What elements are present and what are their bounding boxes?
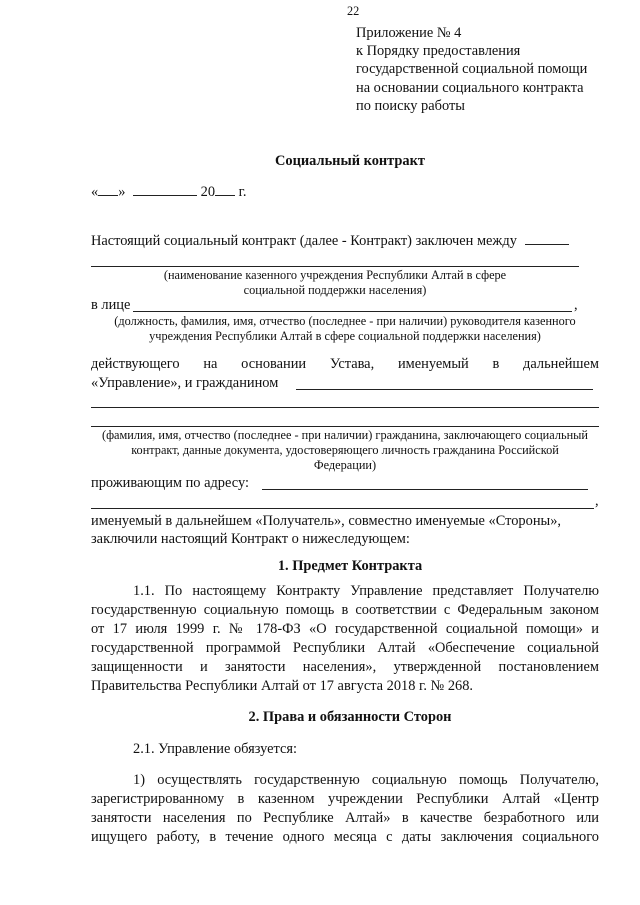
institution-blank-line: [91, 266, 579, 267]
appendix-line-3: государственной социальной помощи: [356, 61, 588, 77]
person-label: в лице: [91, 297, 131, 313]
section2-p2-line-4: ищущего работу, в течение одного месяца с даты заключения социального: [91, 829, 599, 845]
date-close-quote: »: [118, 184, 126, 200]
document-title: Социальный контракт: [275, 153, 425, 169]
section2-p2-line-3: занятости населения по Республике Алтай» в качестве безработного или: [91, 810, 599, 826]
caption-institution-2: социальной поддержки населения): [243, 283, 427, 297]
month-blank: [133, 194, 197, 196]
date-year-suffix: г.: [238, 184, 247, 200]
section1-p1-line-3: от 17 июля 1999 г. № 178-ФЗ «О государственной социальной помощи» и: [91, 621, 599, 637]
caption-citizen-1: (фамилия, имя, отчество (последнее - при наличии) гражданина, заключающего социальный: [101, 428, 588, 442]
named-line-1: именуемый в дальнейшем «Получатель», совместно именуемые «Стороны»,: [91, 513, 561, 529]
address-blank-inline: [262, 489, 588, 490]
appendix-line-4: на основании социального контракта: [356, 80, 584, 96]
caption-institution-1: (наименование казенного учреждения Республики Алтай в сфере: [163, 268, 507, 282]
appendix-line-2: к Порядку предоставления: [356, 43, 521, 59]
date-open-quote: «: [91, 184, 99, 200]
appendix-line-1: Приложение № 4: [356, 25, 462, 41]
named-line-2: заключили настоящий Контракт о нижеследующем:: [91, 531, 410, 547]
section2-p2-line-2: зарегистрированному в казенном учреждении Республики Алтай «Центр: [91, 791, 599, 807]
caption-head-1: (должность, фамилия, имя, отчество (последнее - при наличии) руководителя казенного: [114, 314, 576, 328]
acting-line-1: действующего на основании Устава, именуемый в дальнейшем: [91, 356, 599, 372]
section1-p1-line-4: государственной программой Республики Алтай «Обеспечение социальной: [91, 640, 599, 656]
section2-p1: 2.1. Управление обязуется:: [133, 741, 297, 757]
caption-citizen-3: Федерации): [313, 458, 377, 472]
intro-line: [91, 232, 569, 250]
head-blank-line: [133, 311, 572, 312]
section1-p1-line-6: Правительства Республики Алтай от 17 августа 2018 г. № 268.: [91, 678, 474, 694]
section1-p1-line-5: защищенности и занятости населения», утвержденной постановлением: [91, 659, 599, 675]
appendix-line-5: по поиску работы: [356, 98, 465, 114]
citizen-blank-line-2: [91, 426, 599, 427]
institution-blank-inline: [525, 243, 569, 245]
year-blank: [215, 194, 235, 196]
citizen-blank-line-1: [91, 407, 599, 408]
date-year-prefix: 20: [200, 184, 216, 200]
section1-p1-line-2: государственную социальную помощь в соответствии с Федеральным законом: [91, 602, 599, 618]
comma: ,: [595, 493, 599, 509]
caption-citizen-2: контракт, данные документа, удостоверяющего личность гражданина Российской: [131, 443, 559, 457]
caption-head-2: учреждения Республики Алтай в сфере социальной поддержки населения): [149, 329, 541, 343]
address-label: проживающим по адресу:: [91, 475, 249, 491]
acting-line-2: «Управление», и гражданином: [91, 375, 279, 391]
intro-text: Настоящий социальный контракт (далее - Контракт) заключен между: [91, 233, 517, 249]
citizen-blank-inline: [296, 389, 593, 390]
section2-p2-line-1: 1) осуществлять государственную социальную помощь Получателю,: [133, 772, 599, 788]
section1-heading: 1. Предмет Контракта: [277, 558, 423, 574]
day-blank: [98, 194, 118, 196]
page-number: 22: [347, 4, 360, 18]
comma: ,: [574, 297, 578, 313]
address-blank-line: [91, 508, 594, 509]
section1-p1-line-1: 1.1. По настоящему Контракту Управление представляет Получателю: [133, 583, 599, 599]
section2-heading: 2. Права и обязанности Сторон: [248, 709, 452, 725]
date-line: [91, 183, 247, 201]
